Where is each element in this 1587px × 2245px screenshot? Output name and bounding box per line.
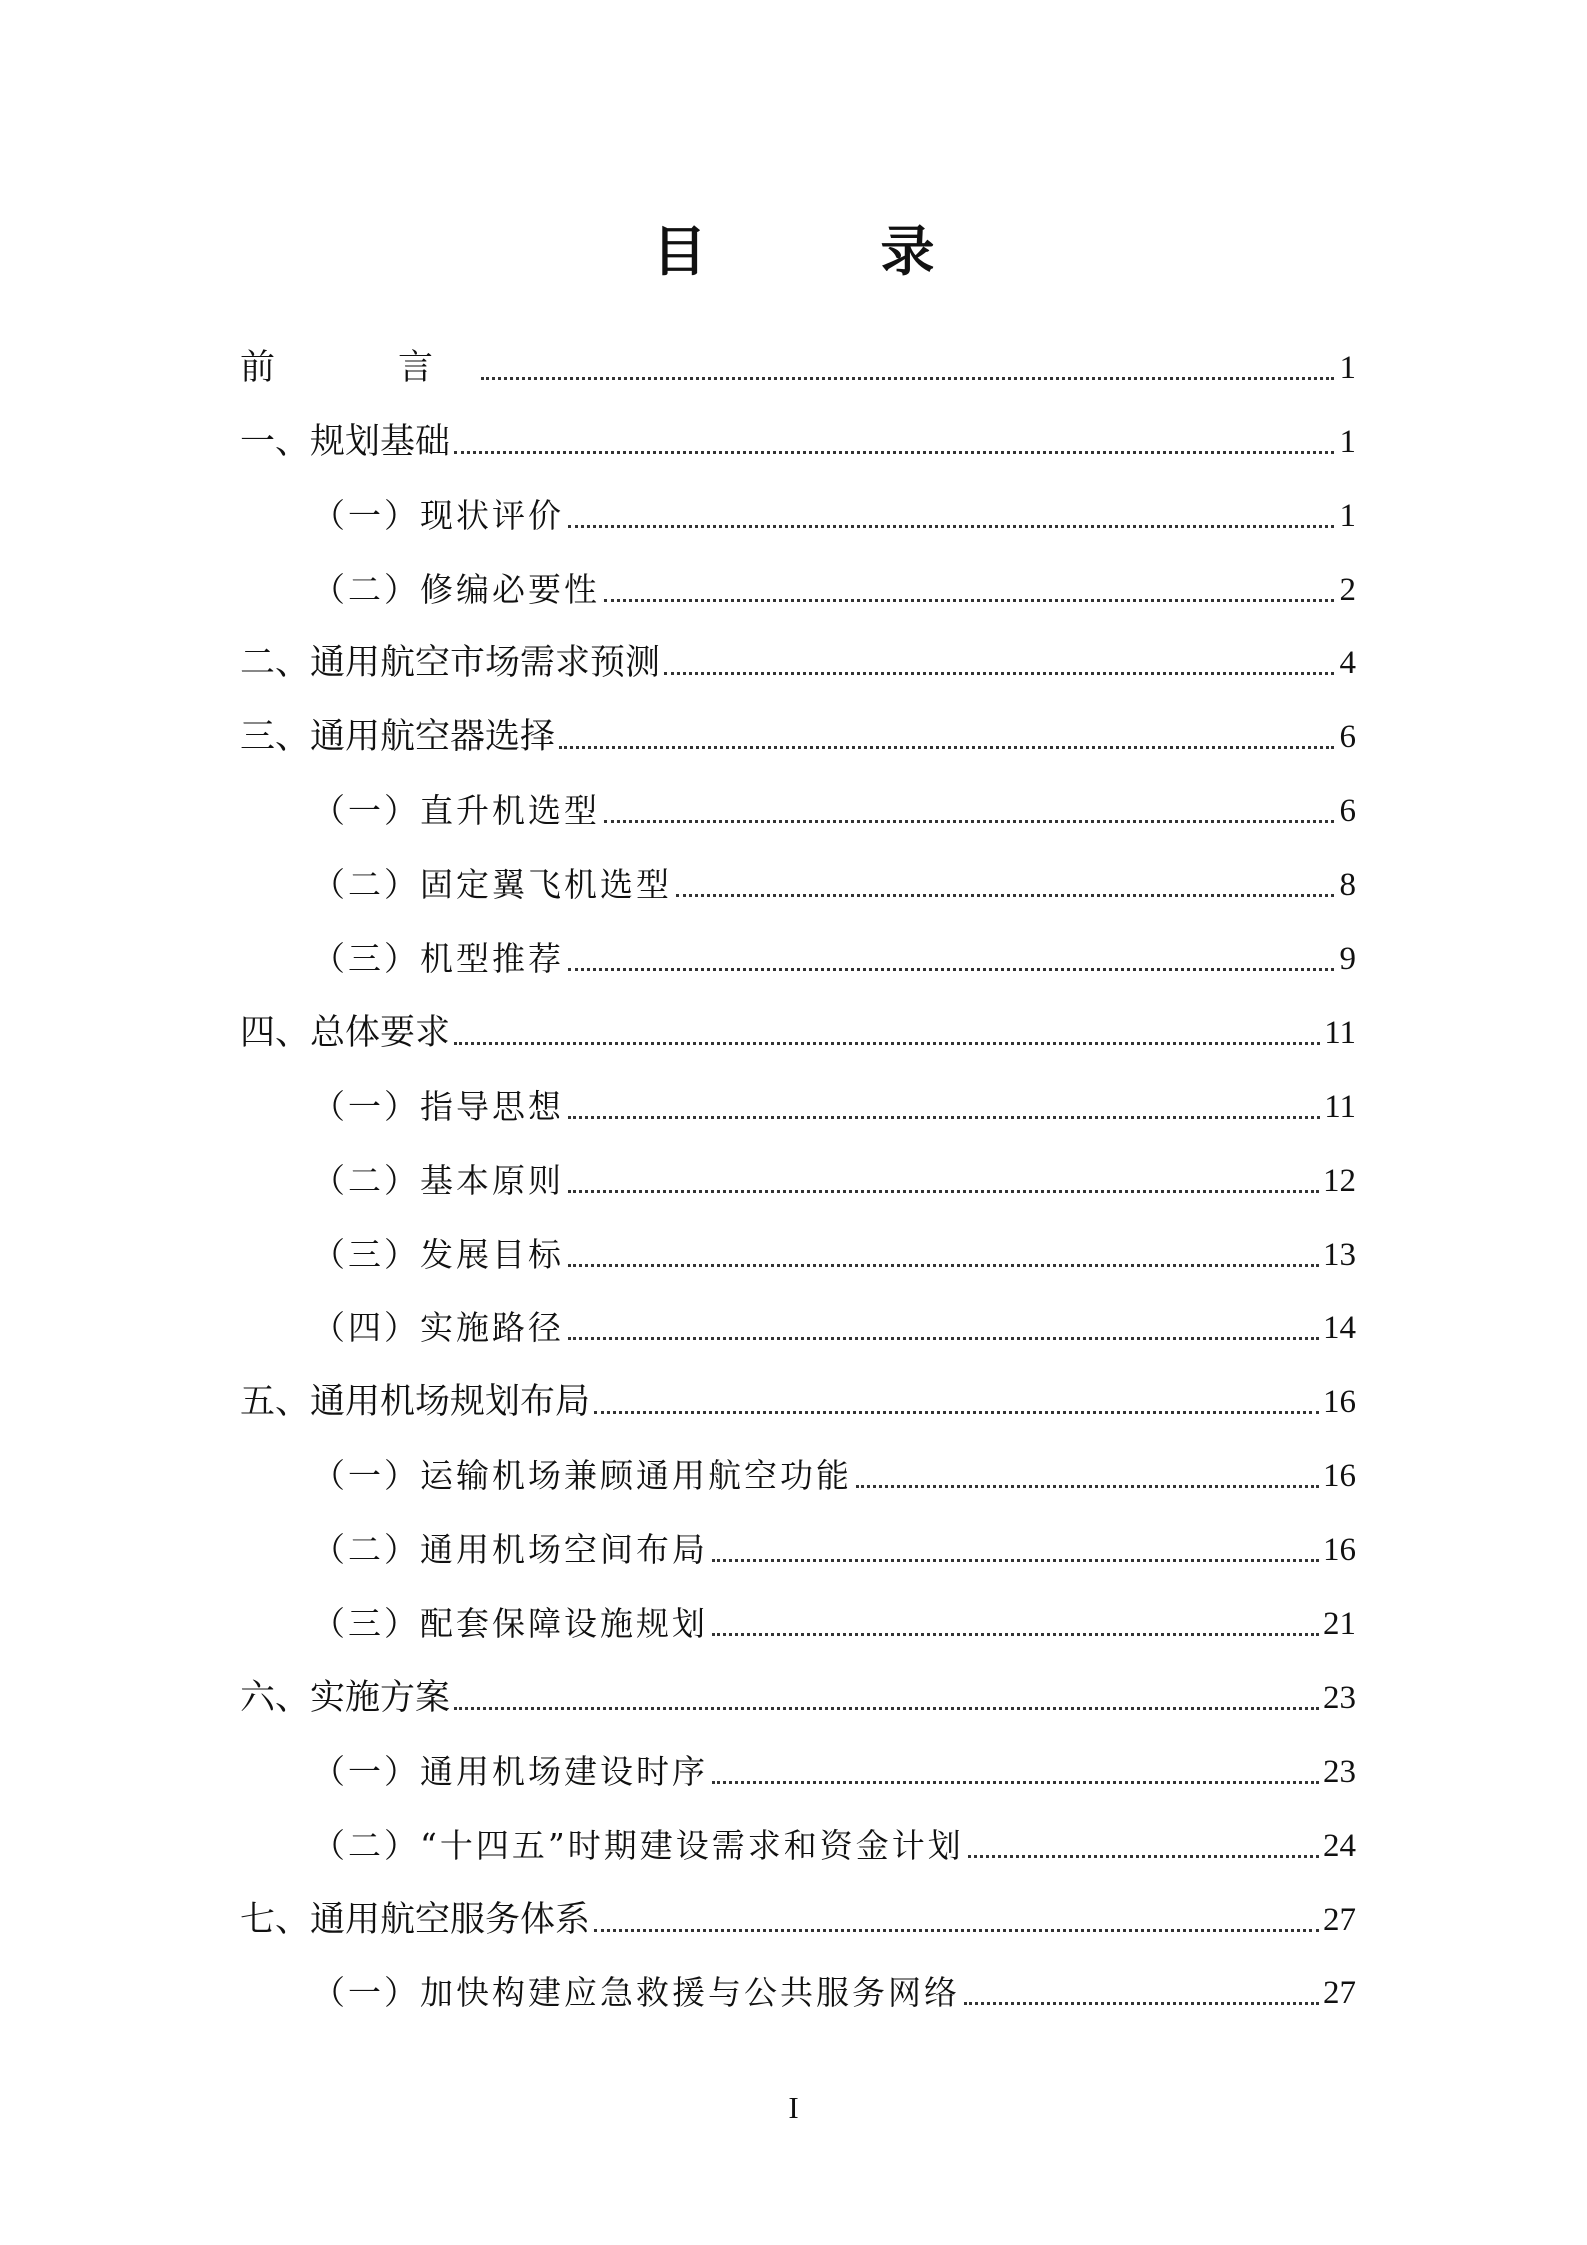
- toc-entry-label: （二）“十四五”时期建设需求和资金计划: [312, 1825, 964, 1865]
- toc-entry[interactable]: [240, 987, 1356, 1061]
- toc-entry-page-number: 23: [1323, 1753, 1356, 1790]
- toc-entry-page-number: 8: [1339, 867, 1356, 904]
- toc-entry[interactable]: [240, 1948, 1356, 2022]
- dot-leader: [664, 672, 1334, 675]
- toc-entry-page-number: 14: [1323, 1310, 1356, 1347]
- toc-entry-page-number: 13: [1323, 1236, 1356, 1273]
- toc-entry[interactable]: [240, 544, 1356, 618]
- toc-entry-page-number: 27: [1323, 1975, 1356, 2012]
- toc-entry-label: 四、总体要求: [240, 1012, 451, 1053]
- dot-leader: [594, 1929, 1319, 1932]
- toc-entry-page-number: 16: [1323, 1384, 1356, 1421]
- dot-leader: [481, 377, 1334, 380]
- toc-entry[interactable]: [240, 691, 1356, 765]
- toc-entry-label: （二）修编必要性: [312, 569, 600, 609]
- toc-entry-label: 三、通用航空器选择: [240, 717, 556, 758]
- toc-entry-label: （二）通用机场空间布局: [312, 1530, 708, 1570]
- toc-entry-label: （四）实施路径: [312, 1308, 564, 1348]
- toc-entry-label: （三）发展目标: [312, 1234, 564, 1274]
- toc-entry[interactable]: [240, 839, 1356, 913]
- toc-entry-label: （二）基本原则: [312, 1160, 564, 1200]
- dot-leader: [712, 1781, 1319, 1784]
- toc-entry[interactable]: [240, 1800, 1356, 1874]
- toc-entry[interactable]: [240, 1430, 1356, 1504]
- toc-entry[interactable]: [240, 1356, 1356, 1430]
- toc-entry-label: （一）直升机选型: [312, 791, 600, 831]
- toc-entry-label: 前 言: [240, 347, 478, 388]
- dot-leader: [604, 820, 1334, 823]
- toc-entry-page-number: 24: [1323, 1827, 1356, 1864]
- toc-entry-page-number: 21: [1323, 1606, 1356, 1643]
- dot-leader: [559, 746, 1334, 749]
- dot-leader: [594, 1411, 1319, 1414]
- toc-entry-page-number: 16: [1323, 1532, 1356, 1569]
- dot-leader: [856, 1485, 1319, 1488]
- toc-entry-page-number: 6: [1339, 719, 1356, 756]
- toc-entry-page-number: 1: [1339, 497, 1356, 534]
- toc-entry[interactable]: [240, 1209, 1356, 1283]
- toc-entry-page-number: 16: [1323, 1458, 1356, 1495]
- page-title: 目 录: [652, 220, 995, 283]
- toc-entry-page-number: 12: [1323, 1162, 1356, 1199]
- toc-entry-label: 六、实施方案: [240, 1677, 451, 1718]
- toc-entry-label: （一）指导思想: [312, 1086, 564, 1126]
- toc-entry-page-number: 11: [1324, 1014, 1356, 1051]
- toc-entry-label: （三）机型推荐: [312, 939, 564, 979]
- toc-entry[interactable]: [240, 470, 1356, 544]
- toc-entry-label: 一、规划基础: [240, 421, 451, 462]
- toc-entry-label: （一）现状评价: [312, 495, 564, 535]
- toc-entry-page-number: 9: [1339, 941, 1356, 978]
- toc-entry[interactable]: [240, 1578, 1356, 1652]
- toc-entry-label: （二）固定翼飞机选型: [312, 865, 672, 905]
- toc-entry-label: （一）加快构建应急救援与公共服务网络: [312, 1973, 960, 2013]
- toc-entry-label: （一）运输机场兼顾通用航空功能: [312, 1456, 852, 1496]
- toc-entry-page-number: 1: [1339, 423, 1356, 460]
- toc-entry-page-number: 23: [1323, 1679, 1356, 1716]
- dot-leader: [676, 894, 1334, 897]
- toc-entry-page-number: 27: [1323, 1901, 1356, 1938]
- toc-entry[interactable]: [240, 396, 1356, 470]
- toc-entry[interactable]: [240, 1283, 1356, 1357]
- dot-leader: [568, 525, 1334, 528]
- toc-entry-label: （一）通用机场建设时序: [312, 1751, 708, 1791]
- dot-leader: [568, 1116, 1320, 1119]
- toc-entry-page-number: 1: [1339, 349, 1356, 386]
- toc-entry[interactable]: [240, 765, 1356, 839]
- dot-leader: [712, 1633, 1319, 1636]
- toc-entry[interactable]: [240, 1504, 1356, 1578]
- toc-entry-label: 七、通用航空服务体系: [240, 1899, 591, 1940]
- dot-leader: [568, 1264, 1319, 1267]
- dot-leader: [454, 451, 1334, 454]
- table-of-contents: [240, 322, 1356, 2021]
- toc-entry-label: （三）配套保障设施规划: [312, 1604, 708, 1644]
- dot-leader: [454, 1042, 1320, 1045]
- toc-entry-label: 二、通用航空市场需求预测: [240, 643, 661, 684]
- toc-entry[interactable]: [240, 1652, 1356, 1726]
- dot-leader: [568, 1337, 1319, 1340]
- toc-entry[interactable]: [240, 322, 1356, 396]
- toc-entry[interactable]: [240, 1726, 1356, 1800]
- dot-leader: [454, 1707, 1319, 1710]
- page-number: I: [788, 2090, 799, 2125]
- toc-entry[interactable]: [240, 1874, 1356, 1948]
- toc-entry-label: 五、通用机场规划布局: [240, 1382, 591, 1423]
- dot-leader: [604, 599, 1334, 602]
- toc-entry[interactable]: [240, 618, 1356, 692]
- dot-leader: [964, 2002, 1319, 2005]
- dot-leader: [968, 1855, 1319, 1858]
- toc-entry[interactable]: [240, 1135, 1356, 1209]
- toc-entry-page-number: 6: [1339, 793, 1356, 830]
- toc-entry-page-number: 2: [1339, 571, 1356, 608]
- dot-leader: [712, 1559, 1319, 1562]
- toc-entry[interactable]: [240, 1061, 1356, 1135]
- dot-leader: [568, 968, 1334, 971]
- toc-entry[interactable]: [240, 913, 1356, 987]
- dot-leader: [568, 1190, 1319, 1193]
- toc-entry-page-number: 11: [1324, 1088, 1356, 1125]
- toc-entry-page-number: 4: [1339, 645, 1356, 682]
